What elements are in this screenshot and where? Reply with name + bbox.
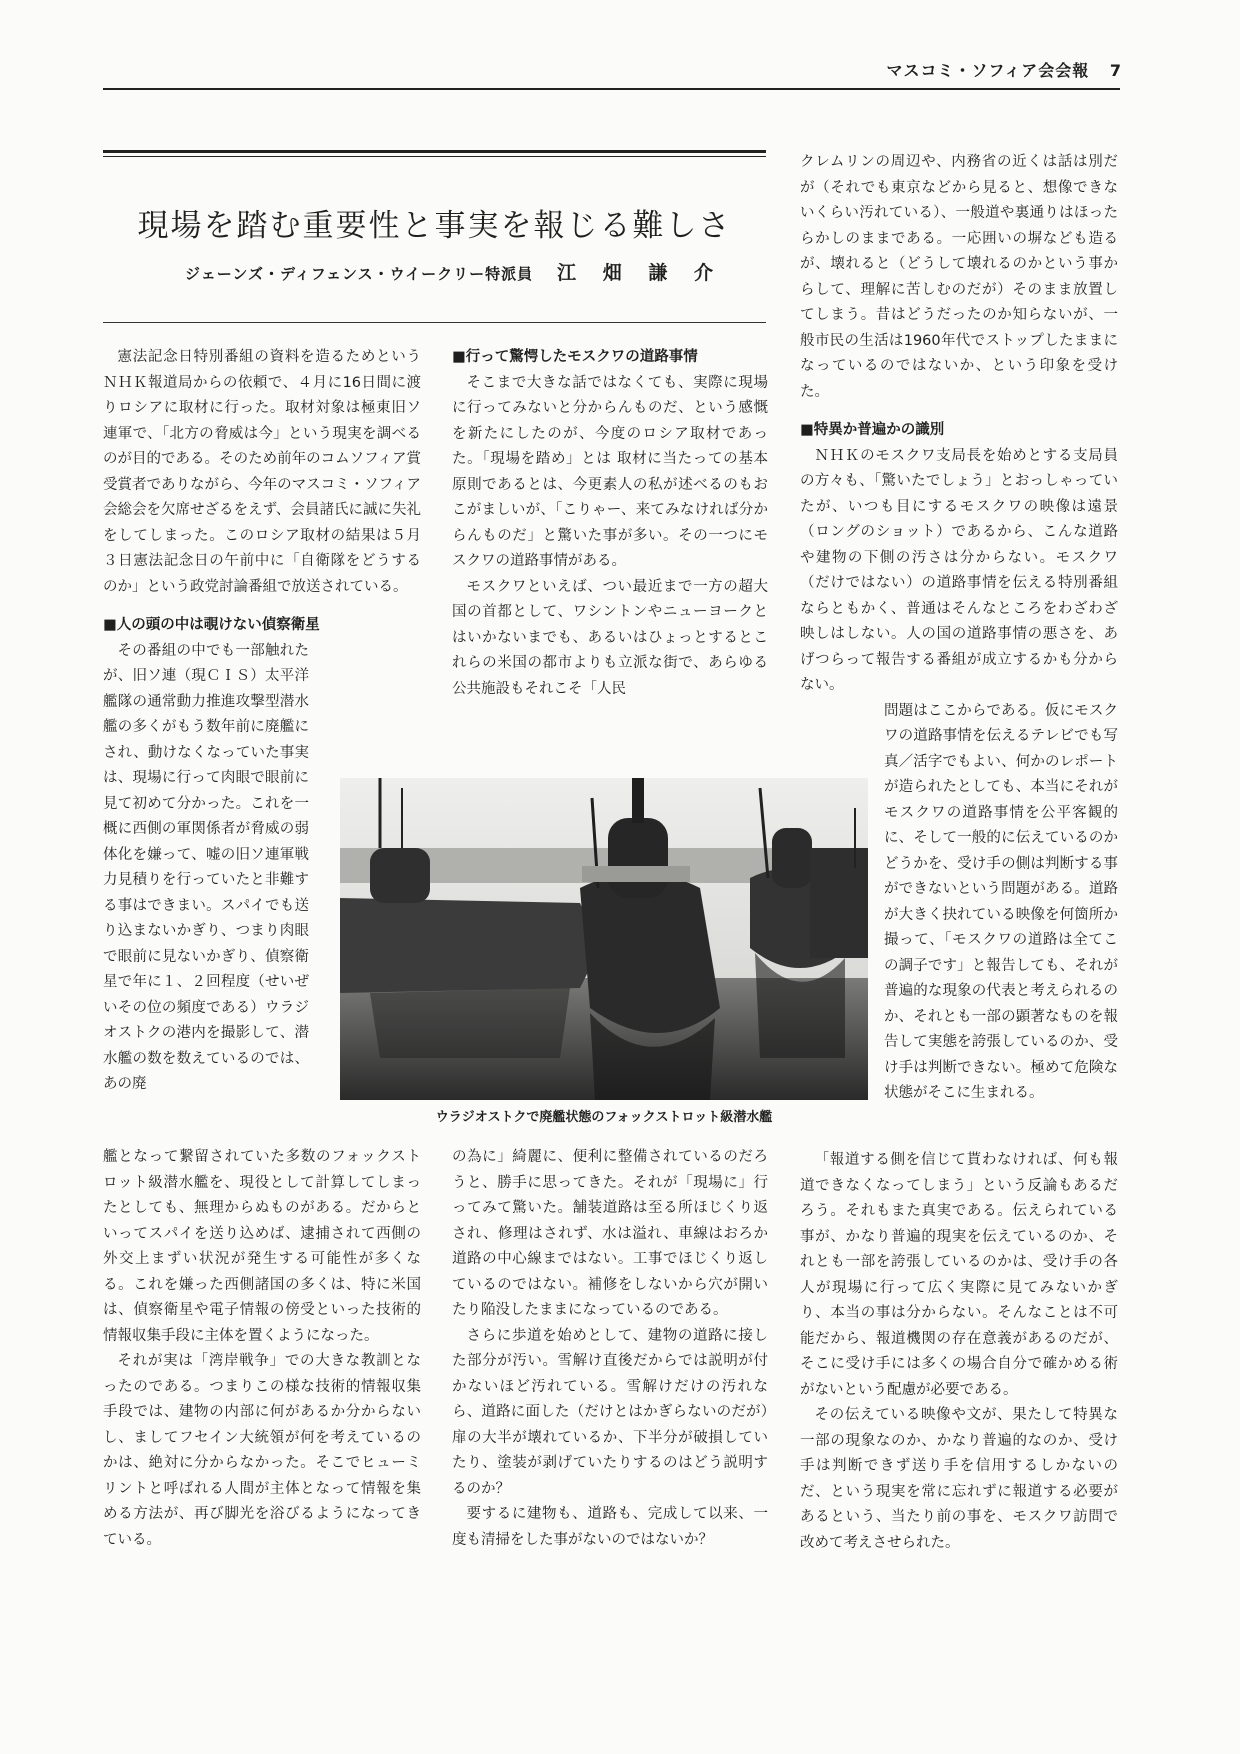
publication-name: マスコミ・ソフィア会会報 xyxy=(886,61,1090,80)
paragraph: その伝えている映像や文が、果たして特異な一部の現象なのか、かなり普遍的なのか、受け手は判断できず送り手を信用するしかないのだ、という現実を常に忘れずに報道する必要があるという、当たり前の事を、モスクワ訪問で改めて考えさせられた。 xyxy=(800,1407,1118,1551)
paragraph: 「報道する側を信じて貰わなければ、何も報道できなくなってしまう」という反論もあるだろう。それもまた真実である。伝えられている事が、かなり普遍的現実を伝えているのか、それとも一部を誇張しているのかは、受け手の各人が現場に行って広く実際に見てみないかぎり、本当の事は分からない。そんなことは不可能だから、報道機関の存在意義があるのだが、そこに受け手には多くの場合自分で確かめる術がないという配慮が必要である。 xyxy=(800,1152,1118,1398)
paragraph: 要するに建物も、道路も、完成して以来、一度も清掃をした事がないのではないか？ xyxy=(452,1506,768,1548)
section-heading: ■行って驚愕したモスクワの道路事情 xyxy=(452,349,698,365)
paragraph: 問題はここからである。仮にモスクワの道路事情を伝えるテレビでも写真／活字でもよい、何かのレポートが造られたとしても、本当にそれがモスクワの道路事情を公平客観的に、そして一般的に伝えているのかどうかを、受け手の側は判断する事ができないという問題がある。道路が大きく抉れている映像を何箇所か撮って、「モスクワの道路は全てこの調子です」と報告しても、それが普遍的な現象の代表と考えられるのか、それとも一部の顕著なものを報告して実態を誇張しているのか、受け手は判断できない。極めて危険な状態がそこに生まれる。 xyxy=(884,702,1118,1101)
photo-caption: ウラジオストクで廃艦状態のフォックストロット級潜水艦 xyxy=(435,1110,773,1125)
paragraph: クレムリンの周辺や、内務省の近くは話は別だが（それでも東京などから見ると、想像できないくらい汚れている）、一般道や裏通りはほったらかしのままである。一応囲いの塀なども造るが、壊れると（どうして壊れるのかという事からして、理解に苦しむのだが）そのまま放置してしまう。昔はどうだったのか知らないが、一般市民の生活は1960年代でストップしたままになっているのではないか、という印象を受けた。 xyxy=(800,154,1118,400)
byline-role: ジェーンズ・ディフェンス・ウイークリー特派員 xyxy=(185,265,534,283)
page-number: 7 xyxy=(1109,61,1122,80)
article-title: 現場を踏む重要性と事実を報じる難しさ xyxy=(137,208,732,244)
submarine-photo xyxy=(340,778,868,1100)
paragraph: そこまで大きな話ではなくても、実際に現場に行ってみないと分からんものだ、という感慨を新たにしたのが、今度のロシア取材であった。「現場を踏め」とは 取材に当たっての基本原則であるとは、今更素人の私が述べるのもおこがましいが、「こりゃー、来てみなければ分からんものだ」と驚いた事が多い。その一つにモスクワの道路事情がある。 xyxy=(452,374,768,569)
column-3-bottom xyxy=(800,1148,1118,1556)
submarine-photo-illustration xyxy=(340,778,868,1100)
section-heading: ■人の頭の中は覗けない偵察衛星 xyxy=(103,617,320,633)
paragraph: さらに歩道を始めとして、建物の道路に接した部分が汚い。雪解け直後だからでは説明が付かないほど汚れている。雪解けだけの汚れなら、道路に面した（だけとはかぎらないのだが）扉の大半が壊れているか、下半分が破損していたり、塗装が剥げていたりするのはどう説明するのか？ xyxy=(452,1327,768,1497)
paragraph: モスクワといえば、つい最近まで一方の超大国の首都として、ワシントンやニューヨークとはいかないまでも、あるいはひょっとするとこれらの米国の都市よりも立派な街で、あらゆる公共施設もそれこそ「人民 xyxy=(452,578,768,697)
paragraph: の為に」綺麗に、便利に整備されているのだろうと、勝手に思ってきた。それが「現場に」行ってみて驚いた。舗装道路は至る所ほじくり返され、修理はされず、水は溢れ、車線はおろか道路の中心線まではない。工事でほじくり返しているのではない。補修をしないから穴が開いたり陥没したままになっているのである。 xyxy=(452,1149,768,1318)
column-2-bottom xyxy=(452,1145,768,1553)
paragraph: ＮＨＫのモスクワ支局長を始めとする支局員の方々も、「驚いたでしょう」とおっしゃっていたが、いつも目にするモスクワの映像は遠景（ロングのショット）であるから、こんな道路や建物の下側の汚さは分からない。モスクワ（だけではない）の道路事情を伝える特別番組ならともかく、普通はそんなところをわざわざ映しはしない。人の国の道路事情の悪さを、あげつらって報告する番組が成立するかも分からない。 xyxy=(800,447,1118,693)
title-rule-bottom xyxy=(103,322,766,323)
paragraph: 憲法記念日特別番組の資料を造るためというＮＨＫ報道局からの依頼で、４月に16日間に渡りロシアに取材に行った。取材対象は極東旧ソ連軍で、「北方の脅威は今」という現実を調べるのが目的である。そのため前年のコムソフィア賞受賞者でありながら、今年のマスコミ・ソフィア会総会を欠席せざるをえず、会員諸氏に誠に失礼をしてしまった。このロシア取材の結果は５月３日憲法記念日の午前中に「自衛隊をどうするのか」という政党討論番組で放送されている。 xyxy=(103,349,421,595)
header-rule xyxy=(103,88,1120,90)
page-header xyxy=(887,58,1122,81)
paragraph: それが実は「湾岸戦争」での大きな教訓となったのである。つまりこの様な技術的情報収集手段では、建物の内部に何があるか分からないし、ましてフセイン大統領が何を考えているのかは、絶対に分からなかった。そこでヒューミリントと呼ばれる人間が主体となって情報を集める方法が、再び脚光を浴びるようになってきている。 xyxy=(103,1353,421,1548)
paragraph: 艦となって繋留されていた多数のフォックストロット級潜水艦を、現役として計算してしまったとしても、無理からぬものがある。だからといってスパイを送り込めば、逮捕されて西側の外交上まずい状況が発生する可能性が多くなる。これを嫌った西側諸国の多くは、特に米国は、偵察衛星や電子情報の傍受といった技術的情報収集手段に主体を置くようになった。 xyxy=(103,1149,421,1344)
paragraph: その番組の中でも一部触れたが、旧ソ連（現ＣＩＳ）太平洋艦隊の通常動力推進攻撃型潜水艦の多くがもう数年前に廃艦にされ、動けなくなっていた事実は、現場に行って肉眼で眼前に見て初めて分かった。これを一概に西側の軍関係者が脅威の弱体化を嫌って、嘘の旧ソ連軍戦力見積りを行っていたと非難する事はできまい。スパイでも送り込まないかぎり、つまり肉眼で眼前に見ないかぎり、偵察衛星で年に１、２回程度（せいぜいその位の頻度である）ウラジオストクの港内を撮影して、潜水艦の数を数えているのでは、あの廃 xyxy=(103,642,309,1092)
byline xyxy=(103,258,723,285)
byline-name: 江 畑 謙 介 xyxy=(557,262,723,284)
title-rule-top xyxy=(103,150,766,153)
column-1-bottom xyxy=(103,1145,421,1553)
section-heading: ■特異か普遍かの識別 xyxy=(800,422,945,438)
column-2-top xyxy=(452,345,768,702)
